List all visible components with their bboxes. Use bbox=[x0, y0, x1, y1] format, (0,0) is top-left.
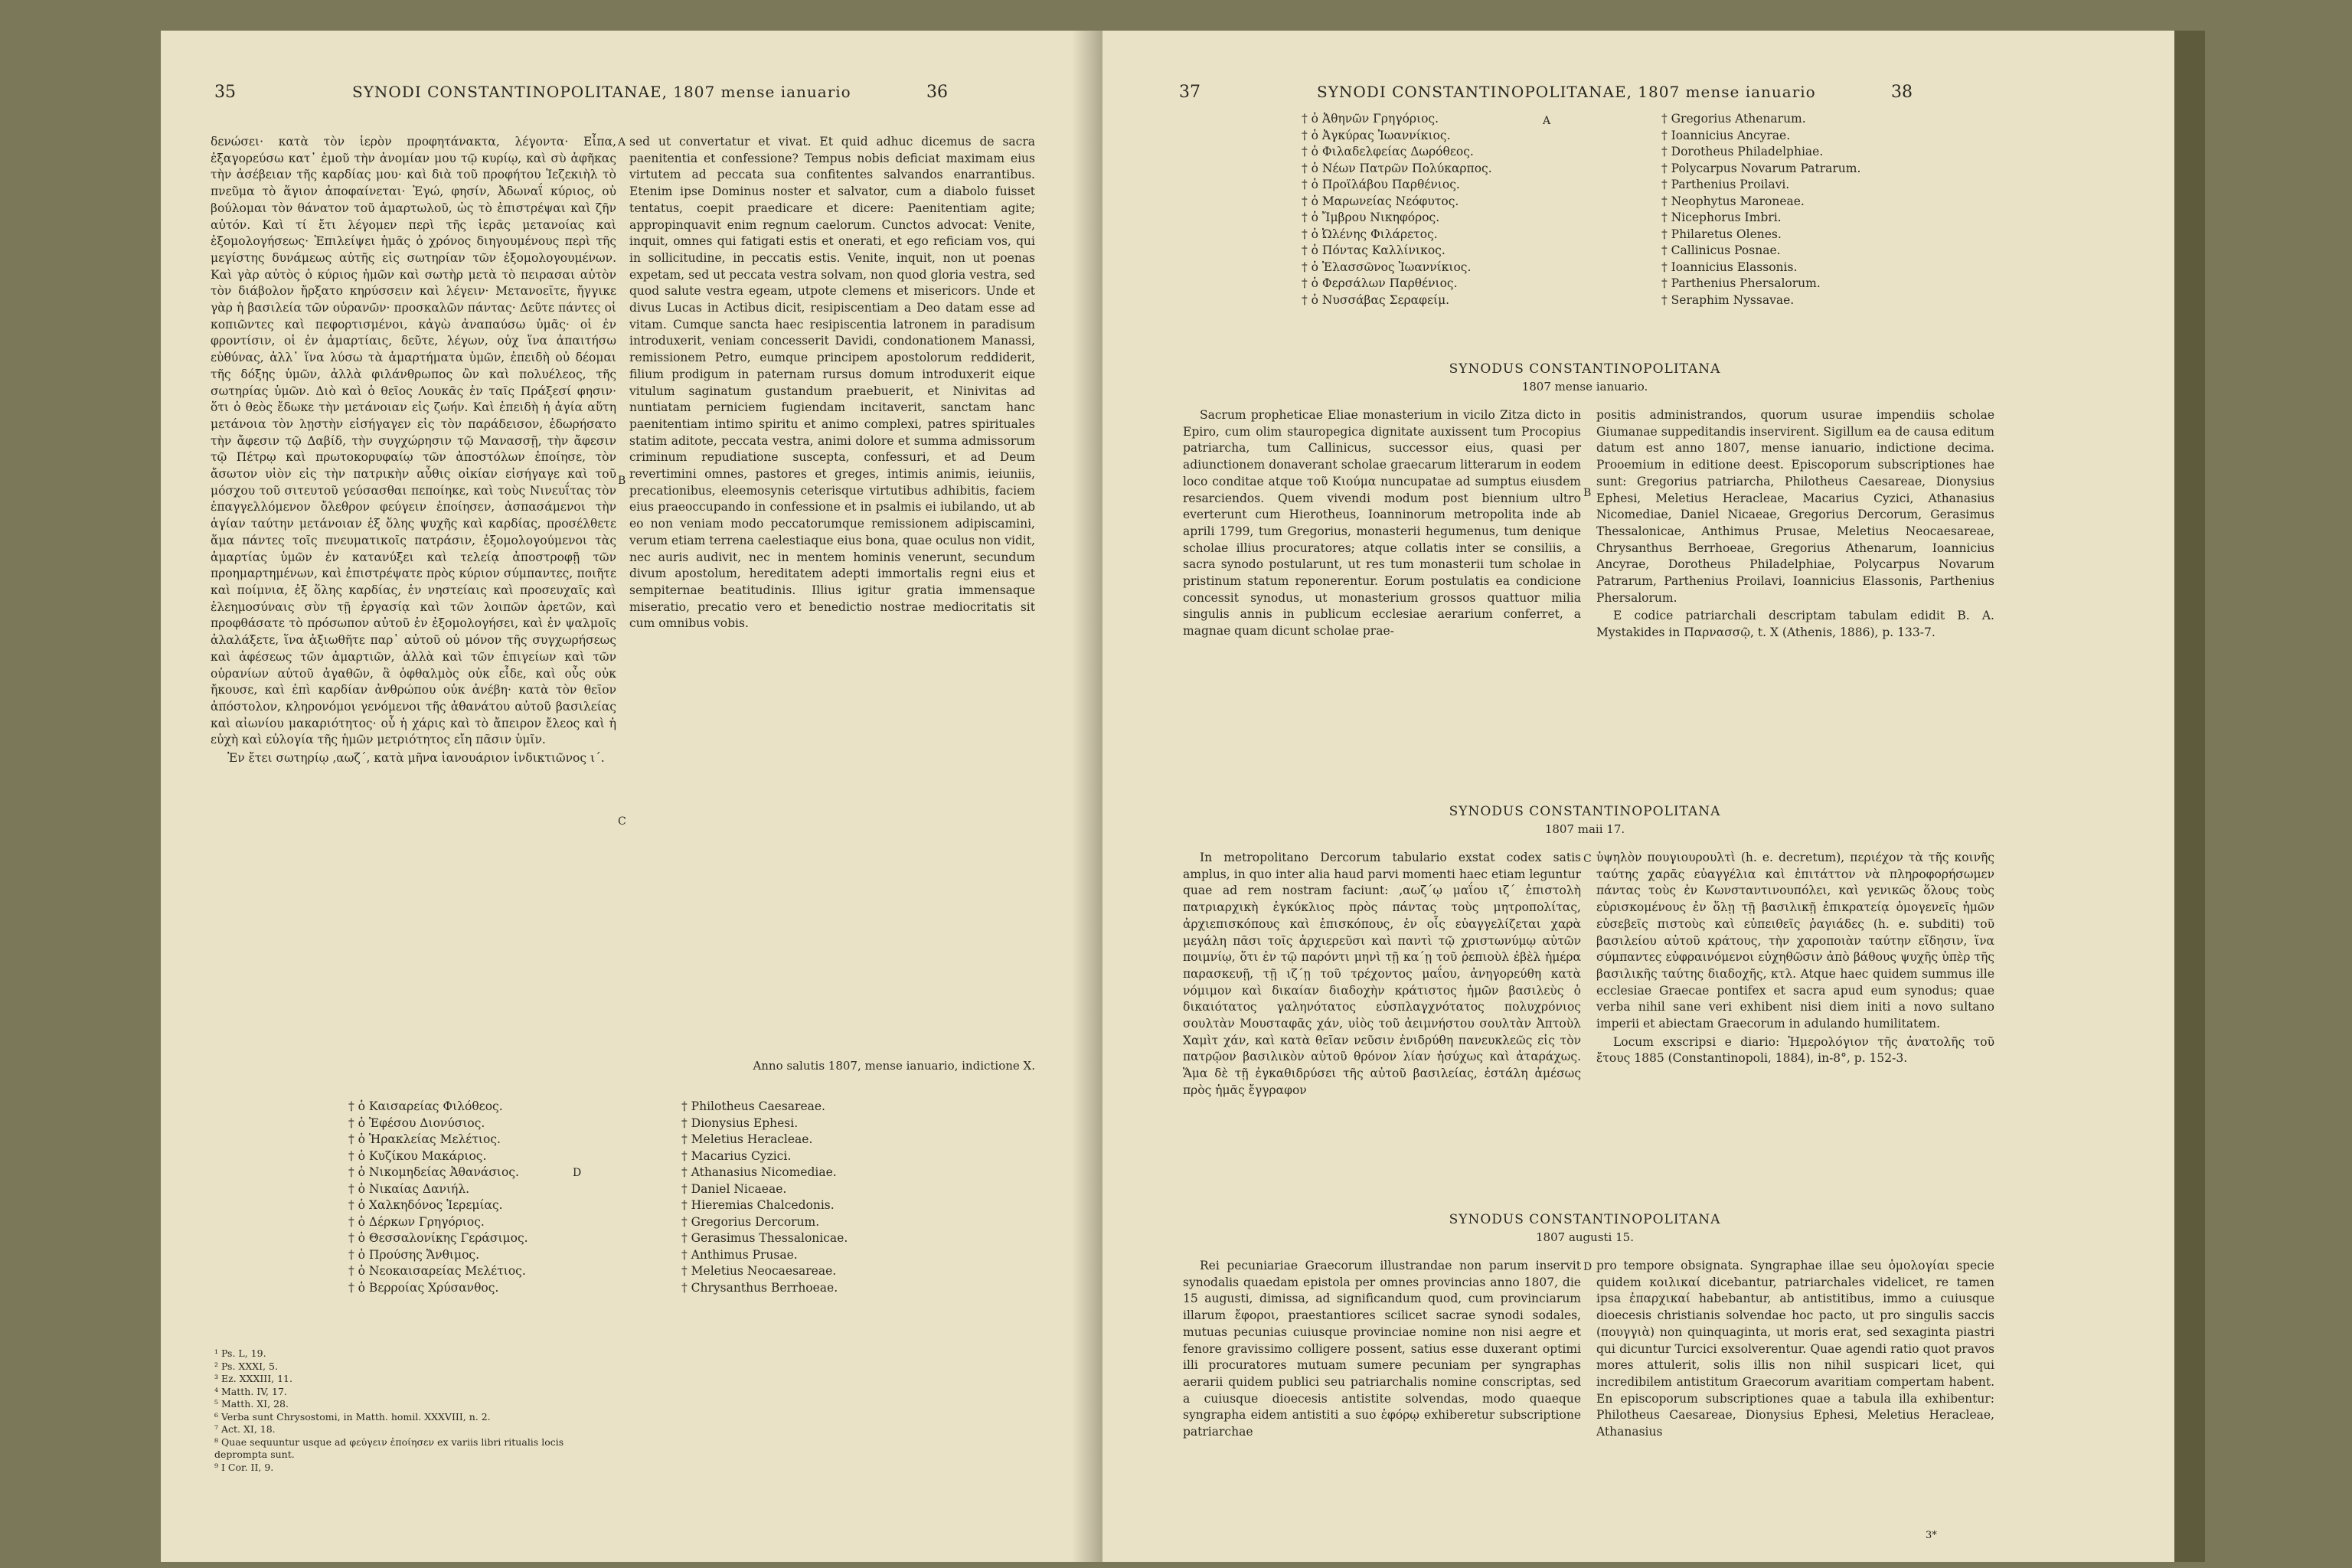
signature-line: † ὁ Ἴμβρου Νικηφόρος. bbox=[1302, 211, 1440, 224]
margin-marker-c: C bbox=[1583, 853, 1592, 865]
footnote: ⁸ Quae sequuntur usque ad φεύγειν ἐποίησεν ex variis libri ritualis locis deprompta sunt. bbox=[214, 1436, 564, 1460]
signature-line: † ὁ Προύσης Ἄνθιμος. bbox=[348, 1247, 480, 1262]
signature-line: † ὁ Πόντας Καλλίνικος. bbox=[1302, 243, 1446, 257]
signature-line: † Seraphim Nyssavae. bbox=[1661, 292, 1795, 307]
signature-line: † Anthimus Prusae. bbox=[681, 1247, 798, 1262]
signature-line: † ὁ Ἐλασσῶνος Ἰωαννίκιος. bbox=[1302, 260, 1472, 274]
margin-marker-a: A bbox=[1543, 115, 1551, 127]
signature-line: † Parthenius Phersalorum. bbox=[1661, 276, 1821, 290]
synod2-source: Locum exscripsi e diario: Ἡμερολόγιον τῆς ἀνατολῆς τοῦ ἔτους 1885 (Constantinopoli, 1884), in-8°, p. 152-3. bbox=[1596, 1034, 1994, 1066]
signature-line: † ὁ Ἡρακλείας Μελέτιος. bbox=[348, 1132, 501, 1146]
signature-line: † ὁ Νικομηδείας Ἀθανάσιος. bbox=[348, 1165, 519, 1179]
signature-line: † Callinicus Posnae. bbox=[1661, 243, 1781, 257]
signature-line: † ὁ Φιλαδελφείας Δωρόθεος. bbox=[1302, 145, 1474, 158]
signature-line: † Parthenius Proilavi. bbox=[1661, 178, 1790, 191]
signature-line: † Athanasius Nicomediae. bbox=[681, 1165, 837, 1179]
greek-signatures-top bbox=[1302, 111, 1492, 309]
signature-line: † ὁ Φερσάλων Παρθένιος. bbox=[1302, 276, 1458, 290]
signature-line: † ὁ Νικαίας Δανιήλ. bbox=[348, 1181, 470, 1196]
signature-line: † Dorotheus Philadelphiae. bbox=[1661, 145, 1824, 158]
synod-date-2: 1807 maii 17. bbox=[1544, 822, 1625, 836]
signature-line: † Meletius Heracleae. bbox=[681, 1132, 813, 1146]
latin-signatures-top bbox=[1661, 111, 1860, 309]
latin-signatures-list bbox=[681, 1099, 848, 1296]
signature-line: † ὁ Ἐφέσου Διονύσιος. bbox=[348, 1116, 485, 1130]
signature-line: † ὁ Ὠλένης Φιλάρετος. bbox=[1302, 227, 1438, 241]
synod3-column-left bbox=[1183, 1258, 1581, 1442]
synod-heading-1: SYNODUS CONSTANTINOPOLITANA bbox=[1449, 361, 1721, 377]
latin-text-column bbox=[629, 134, 1035, 634]
synod3-paragraph-cont: pro tempore obsignata. Syngraphae illae seu ὁμολογίαι specie quidem κοιλικαί dicebantur, patriarchales videlicet, re tamen ipsa ἐπαρχικαί habebantur, ab antistitibus, immo a cuiusque dioecesis christianis solvendae hoc pacto, ut pro singulis saccis (πουγγιὰ) non quinquaginta, ut moris erat, sed sexaginta piastri qui dicuntur Turcici exsolverentur. Quae agendi ratio quot pravos mores attulerit, solis illis non nihil suspicari licet, qui incredibilem antistitum Graecorum avaritiam compertam habent. En episcoporum subscriptiones quae a tabula illa exhibentur: Philotheus Caesareae, Dionysius Ephesi, Meletius Heracleae, Athanasius bbox=[1596, 1259, 1994, 1439]
synod1-paragraph-cont: positis administrandos, quorum usurae impendiis scholae Giumanae suppeditandis inservirent. Sigillum ea de causa editum datum est anno 1807, mense ianuario, indictione decima. Prooemium in editione deest. Episcoporum subscriptiones hae sunt: Gregorius patriarcha, Philotheus Caesareae, Dionysius Ephesi, Meletius Heracleae, Macarius Cyzici, Athanasius Nicomediae, Daniel Nicaeae, Gregorius Dercorum, Gerasimus Thessalonicae, Anthimus Prusae, Meletius Neocaesareae, Chrysanthus Berrhoeae, Gregorius Athenarum, Ioannicius Ancyrae, Dorotheus Philadelphiae, Polycarpus Novarum Patrarum, Parthenius Proilavi, Ioannicius Elassonis, Parthenius Phersalorum. bbox=[1596, 408, 1994, 605]
footnote: ⁴ Matth. IV, 17. bbox=[214, 1385, 287, 1397]
footnote: ³ Ez. XXXIII, 11. bbox=[214, 1373, 292, 1384]
signature-line: † ὁ Νυσσάβας Σεραφείμ. bbox=[1302, 292, 1450, 307]
signature-line: † Neophytus Maroneae. bbox=[1661, 194, 1805, 208]
synod-date-3: 1807 augusti 15. bbox=[1536, 1230, 1634, 1244]
synod-heading-2: SYNODUS CONSTANTINOPOLITANA bbox=[1449, 804, 1721, 819]
synod1-source: E codice patriarchali descriptam tabulam edidit B. A. Mystakides in Παρνασσῷ, t. X (Athenis, 1886), p. 133-7. bbox=[1596, 609, 1994, 640]
synod2-column-right bbox=[1596, 850, 1994, 1069]
synod3-column-right bbox=[1596, 1258, 1994, 1442]
signature-line: † Dionysius Ephesi. bbox=[681, 1116, 799, 1130]
signature-line: † Gerasimus Thessalonicae. bbox=[681, 1231, 848, 1245]
signature-line: † Ioannicius Elassonis. bbox=[1661, 260, 1798, 274]
footnote: ⁵ Matth. XI, 28. bbox=[214, 1398, 289, 1410]
book-edge bbox=[2174, 31, 2205, 1562]
signature-line: † ὁ Καισαρείας Φιλόθεος. bbox=[348, 1099, 503, 1113]
signature-line: † Philotheus Caesareae. bbox=[681, 1099, 825, 1113]
footnotes bbox=[214, 1348, 567, 1474]
signature-line: † Ioannicius Ancyrae. bbox=[1661, 128, 1791, 142]
synod2-column-left bbox=[1183, 850, 1581, 1101]
signature-line: † Macarius Cyzici. bbox=[681, 1148, 792, 1163]
greek-date-line: Ἐν ἔτει σωτηρίῳ ‚αωζ΄, κατὰ μῆνα ἰανουάριον ἰνδικτιῶνος ι΄. bbox=[227, 751, 605, 766]
footnote: ⁶ Verba sunt Chrysostomi, in Matth. homil. XXXVIII, n. 2. bbox=[214, 1410, 491, 1423]
synod1-paragraph: Sacrum propheticae Eliae monasterium in vicilo Zitza dicto in Epiro, cum olim stauropegica dignitate auxissent tum Procopius patriarcha, tum Callinicus, successor eius, quasi per adiunctionem donaverant scholae graecarum litterarum in eodem loco conditae atque τοῦ Κιούμα nuncupatae ad sumptus eiusdem resarciendos. Quem vivendi modum post biennium ultro everterunt cum Hierotheus, Ioanninorum metropolita inde ab aprili 1799, tum Gregorius, monasterii hegumenus, tum denique scholae illius procuratores; atque collatis inter se consiliis, a sacra synodo postularunt, ut res tum monasterii tum scholae in pristinum statum reponerentur. Eorum postulatis ea condicione concessit synodus, ut monasterium grossos quattuor milia singulis annis in publicum ecclesiae aerarium conferret, a magnae quam dicunt scholae prae- bbox=[1183, 408, 1581, 639]
page-number-left-outer: 35 bbox=[214, 83, 236, 102]
signature-line: † ὁ Ἀγκύρας Ἰωαννίκιος. bbox=[1302, 128, 1451, 142]
signature-line: † ὁ Θεσσαλονίκης Γεράσιμος. bbox=[348, 1231, 528, 1245]
latin-paragraph: sed ut convertatur et vivat. Et quid adhuc dicemus de sacra paenitentia et confessione? Tempus nobis deficiat maximam eius virtutem ad peccata sua confitentes salvandos enarrantibus. Etenim ipse Dominus noster et salvator, cum a diabolo fuisset tentatus, coepit praedicare et dicere: Paenitentiam agite; appropinquavit enim regnum caelorum. Cunctos advocat: Venite, inquit, omnes qui fatigati estis et onerati, et ego reficiam vos, qui in sollicitudine, in peccatis estis. Venite, inquit, non ut poenas expetam, sed ut peccata vestra solvam, non quod gloria vestra, sed quod salute vestra egeam, utpote clemens et misericors. Unde et divus Lucas in Actibus dicit, resipiscentiam a Deo datam esse ad vitam. Cumque sancta haec resipiscentia latronem in paradisum introduxerit, veniam concesserit Davidi, condonationem Manassi, remissionem Petro, eumque principem apostolorum reddiderit, filium prodigum in paternam rursus domum introduxerit eique vitulum saginatum gustandum praebuerit, et Ninivitas ad nuntiatam perniciem fugiendam incitaverit, sanctam hanc paenitentiam intimo spiritu et animo complexi, patres spirituales statim aditote, peccata vestra, animi dolore et summa admissorum criminum repudiatione suscepta, confessuri, et ad Deum revertimini omnes, pastores et greges, intimis animis, ieiuniis, precationibus, eleemosynis ceterisque virtutibus adhibitis, faciem eius praeoccupando in confessione et in psalmis ei iubilando, ut ab eo non veniam modo peccatorumque remissionem adipiscamini, verum etiam terrena caelestiaque eius bona, quae oculus non vidit, nec auris audivit, nec in mentem hominis venerunt, secundum divum apostolum, hereditatem adepti immortalis regni eius et sempiternae beatitudinis. Illius igitur gratia immensaque miseratio, precatio vero et benedictio nostrae mediocritatis sit cum omnibus vobis. bbox=[629, 135, 1035, 631]
printer-signature-mark: 3* bbox=[1926, 1530, 1937, 1541]
signature-line: † Philaretus Olenes. bbox=[1661, 227, 1782, 241]
signature-line: † ὁ Κυζίκου Μακάριος. bbox=[348, 1148, 487, 1163]
signature-line: † ὁ Προϊλάβου Παρθένιος. bbox=[1302, 178, 1460, 191]
signature-line: † Meletius Neocaesareae. bbox=[681, 1264, 837, 1278]
page-number-right-outer: 38 bbox=[1891, 83, 1913, 102]
right-page bbox=[1102, 31, 2174, 1562]
footnote: ¹ Ps. L, 19. bbox=[214, 1348, 266, 1359]
signature-line: † Daniel Nicaeae. bbox=[681, 1181, 787, 1196]
left-page bbox=[161, 31, 1102, 1562]
synod1-column-right bbox=[1596, 407, 1994, 643]
footnote: ² Ps. XXXI, 5. bbox=[214, 1360, 278, 1372]
synod3-paragraph: Rei pecuniariae Graecorum illustrandae non parum inservit synodalis quaedam epistola per omnes provincias anno 1807, die 15 augusti, dimissa, ad significandum quod, cum provinciarum illarum ἔφοροι, praestantiores scilicet sacrae synodi sodales, mutuas pecunias cuiusque provinciae nomine non nisi aegre et fenore gravissimo colligere possent, satius esse duxerant optimi illi procuratores mutuam sumere pecuniam per syngraphas aerarii quidem publici seu patriarchalis nomine conscriptas, sed a cuiusque dioecesis antistite solvendas, modo quaeque syngrapha eidem antistiti a suo ἐφόρῳ exhiberetur subscriptione patriarchae bbox=[1183, 1259, 1581, 1439]
signature-line: † ὁ Βερροίας Χρύσανθος. bbox=[348, 1280, 499, 1295]
footnote: ⁷ Act. XI, 18. bbox=[214, 1423, 276, 1435]
synod2-paragraph: In metropolitano Dercorum tabulario exstat codex satis amplus, in quo inter alia haud parvi momenti haec etiam leguntur quae ad rem nostram faciunt: ‚αωζ΄ῳ μαΐου ιζ΄ ἐπιστολὴ πατριαρχικὴ ἐγκύκλιος πρὸς πάντας τοὺς μητροπολίτας, ἀρχιεπισκόπους καὶ ἐπισκόπους, ἐν οἷς εὐαγγελίζεται χαρὰ μεγάλη πᾶσι τοῖς ἀρχιερεῦσι καὶ παντὶ τῷ χριστωνύμῳ αὐτῶν ποιμνίῳ, ὅτι ἐν τῷ παρόντι μηνὶ τῇ κα΄ῃ τοῦ ῥεπιοὺλ ἐβὲλ ἡμέρα παρασκευῇ, τῇ ιζ΄ῃ τοῦ τρέχοντος μαΐου, ἀνηγορεύθη κατὰ νόμιμον καὶ δικαίαν διαδοχὴν κράτιστος ἡμῶν βασιλεὺς ὁ δικαιότατος γαληνότατος εὐσπλαγχνότατος πολυχρόνιος σουλτὰν Μουσταφᾶς χάν, υἱὸς τοῦ ἀειμνήστου σουλτὰν Ἀπτοὺλ Χαμὶτ χάν, καὶ κατὰ θεῖαν νεῦσιν ἐνιδρύθη πανευκλεῶς εἰς τὸν πατρῷον βασιλικὸν αὐτοῦ θρόνον λίαν ἡσύχως καὶ ἀταράχως. Ἅμα δὲ τῇ ἐγκαθιδρύσει τῆς αὐτοῦ βασιλείας, ἐστάλη ἀμέσως πρὸς ἡμᾶς ἔγγραφον bbox=[1183, 851, 1581, 1097]
running-head-left: SYNODI CONSTANTINOPOLITANAE, 1807 mense ianuario bbox=[352, 83, 851, 101]
page-number-right-inner: 37 bbox=[1179, 83, 1200, 102]
signature-line: † ὁ Μαρωνείας Νεόφυτος. bbox=[1302, 194, 1459, 208]
synod1-column-left bbox=[1183, 407, 1581, 642]
synod-date-1: 1807 mense ianuario. bbox=[1521, 380, 1648, 394]
signature-line: † ὁ Ἀθηνῶν Γρηγόριος. bbox=[1302, 112, 1439, 126]
signature-line: † ὁ Δέρκων Γρηγόριος. bbox=[348, 1214, 485, 1229]
signature-line: † Gregorius Athenarum. bbox=[1661, 112, 1806, 126]
greek-text-column bbox=[211, 134, 616, 769]
synod-heading-3: SYNODUS CONSTANTINOPOLITANA bbox=[1449, 1212, 1721, 1227]
signature-line: † ὁ Νέων Πατρῶν Πολύκαρπος. bbox=[1302, 161, 1492, 175]
latin-date-line: Anno salutis 1807, mense ianuario, indictione X. bbox=[753, 1059, 1035, 1073]
signature-line: † ὁ Νεοκαισαρείας Μελέτιος. bbox=[348, 1264, 526, 1278]
margin-marker-b: B bbox=[618, 475, 626, 487]
signature-line: † Nicephorus Imbri. bbox=[1661, 211, 1782, 224]
running-head-right: SYNODI CONSTANTINOPOLITANAE, 1807 mense ianuario bbox=[1317, 83, 1816, 101]
margin-marker-b: B bbox=[1583, 487, 1592, 499]
greek-paragraph: δενώσει· κατὰ τὸν ἱερὸν προφητάνακτα, λέγοντα· Εἶπα, ἐξαγορεύσω κατ᾽ ἐμοῦ τὴν ἀνομίαν μου τῷ κυρίῳ, καὶ σὺ ἀφῆκας τὴν ἀσέβειαν τῆς καρδίας μου· καὶ διὰ τοῦ προφήτου Ἰεζεκιὴλ τὸ πνεῦμα τὸ ἅγιον ἀποφαίνεται· Ἐγώ, φησίν, Ἀδωναΐ κύριος, οὐ βούλομαι τὸν θάνατον τοῦ ἁμαρτωλοῦ, ὡς τὸ ἐπιστρέψαι καὶ ζῆν αὐτόν. Καὶ τί ἔτι λέγομεν περὶ τῆς ἱερᾶς μετανοίας καὶ ἐξομολογήσεως· Ἐπιλείψει ἡμᾶς ὁ χρόνος διηγουμένους περὶ τῆς μεγίστης δυνάμεως αὐτῆς εἰς σωτηρίαν τῶν ἐξομολογουμένων. Καὶ γὰρ αὐτὸς ὁ κύριος ἡμῶν καὶ σωτὴρ μετὰ τὸ πειρασαι αὐτὸν τὸν διάβολον ἤρξατο κηρύσσειν καὶ λέγειν· Μετανοεῖτε, ἤγγικε γὰρ ἡ βασιλεία τῶν οὐρανῶν· προσκαλῶν πάντας· Δεῦτε πάντες οἱ κοπιῶντες καὶ πεφορτισμένοι, κἀγὼ ἀναπαύσω ὑμᾶς· οἱ ἐν φροντίσιν, οἱ ἐν ἁμαρτίαις, δεῦτε, λέγων, οὐχ ἵνα ἀπαιτήσω εὐθύνας, ἀλλ᾽ ἵνα λύσω τὰ ἁμαρτήματα ὑμῶν, ἐπειδὴ οὐ δέομαι τῆς δόξης ὑμῶν, ἀλλὰ φιλάνθρωπος ὢν καὶ πολυέλεος, τῆς σωτηρίας ὑμῶν. Διὸ καὶ ὁ θεῖος Λουκᾶς ἐν ταῖς Πράξεσί φησιν· ὅτι ὁ θεὸς ἔδωκε τὴν μετάνοιαν εἰς ζωήν. Καὶ ἐπειδὴ ἡ ἁγία αὕτη μετάνοια τὸν λῃστὴν εἰσήγαγεν εἰς τὸν παράδεισον, ἐδωρήσατο τὴν ἄφεσιν τῷ Δαβίδ, τὴν συγχώρησιν τῷ Μανασσῇ, τὴν ἄφεσιν τῷ Πέτρῳ καὶ πρωτοκορυφαίῳ τῶν ἀποστόλων ἐποίησε, τὸν ἄσωτον υἱὸν εἰς τὴν πατρικὴν αὖθις οἰκίαν εἰσήγαγε καὶ τοῦ μόσχου τοῦ σιτευτοῦ γεύσασθαι πεποίηκε, καὶ τοὺς Νινευΐτας τὸν ἐπαγγελλόμενον ὄλεθρον φεύγειν ἐποίησεν, ἀσπασάμενοι τὴν ἁγίαν ταύτην μετάνοιαν ἐξ ὅλης ψυχῆς καὶ καρδίας, προσέλθετε ἅμα πάντες τοῖς πνευματικοῖς πατράσιν, ἐξομολογούμενοι τὰς ἁμαρτίας ὑμῶν ἐν κατανύξει καὶ τελείᾳ ἀποστροφῇ τῶν προημαρτημένων, καὶ ἐπιστρέψατε πρὸς κύριον σύμπαντες, ποιῆτε καὶ ποίμνια, ἐξ ὅλης καρδίας, ἐν νηστείαις καὶ προσευχαῖς καὶ ἐλεημοσύναις σὺν τῇ ἐργασίᾳ καὶ τῶν λοιπῶν ἀρετῶν, καὶ προφθάσατε τὸ πρόσωπον αὐτοῦ ἐν ἐξομολογήσει, καὶ ἐν ψαλμοῖς ἀλαλάξετε, ἵνα ἀξιωθῆτε παρ᾽ αὐτοῦ οὐ μόνον τῆς συγχωρήσεως καὶ ἀφέσεως τῶν ἁμαρτιῶν, ἀλλὰ καὶ τῶν ἐπιγείων καὶ τῶν οὐρανίων αὐτοῦ ἀγαθῶν, ἃ ὀφθαλμὸς οὐκ εἶδε, καὶ οὖς οὐκ ἤκουσε, καὶ ἐπὶ καρδίαν ἀνθρώπου οὐκ ἀνέβη· κατὰ τὸν θεῖον ἀπόστολον, κληρονόμοι γενόμενοι τῆς ἀθανάτου αὐτοῦ βασιλείας καὶ αἰωνίου μακαριότητος· οὗ ἡ χάρις καὶ τὸ ἄπειρον ἔλεος καὶ ἡ εὐχὴ καὶ εὐλογία τῆς ἡμῶν μετριότητος εἴη πᾶσιν ὑμῖν. bbox=[211, 135, 616, 747]
synod2-paragraph-cont: ὑψηλὸν πουγιουρουλτὶ (h. e. decretum), περιέχον τὰ τῆς κοινῆς ταύτης χαρᾶς εὐαγγέλια καὶ ἐπιτάττον νὰ πληροφορήσωμεν πάντας τοὺς ἐν Κωνσταντινουπόλει, καὶ γενικῶς ὅλους τοὺς εὑρισκομένους ἐν ὅλῃ τῇ βασιλικῇ ἐπικρατείᾳ ὁμογενεῖς ἡμῶν εὐσεβεῖς πιστοὺς καὶ εὐπειθεῖς ῥαγιάδες (h. e. subditi) τοῦ βασιλείου αὐτοῦ κράτους, τὴν χαροποιὰν ταύτην εἴδησιν, ἵνα σύμπαντες εὐφραινόμενοι εὐχηθῶσιν ἀπὸ βάθους ψυχῆς ὑπὲρ τῆς βασιλικῆς ταύτης διαδοχῆς, κτλ. Atque haec quidem summus ille ecclesiae Graecae pontifex et sacra apud eum synodus; quae verba nihil sane veri exhibent nisi diem initi a novo sultano imperii et abiectam Graecorum in adulando humilitatem. bbox=[1596, 851, 1994, 1031]
margin-marker-d: D bbox=[573, 1167, 582, 1179]
signature-line: † Gregorius Dercorum. bbox=[681, 1214, 820, 1229]
signature-line: † Polycarpus Novarum Patrarum. bbox=[1661, 161, 1861, 175]
signature-line: † Chrysanthus Berrhoeae. bbox=[681, 1280, 838, 1295]
margin-marker-c: C bbox=[618, 815, 626, 828]
page-number-left-inner: 36 bbox=[926, 83, 948, 102]
footnote: ⁹ I Cor. II, 9. bbox=[214, 1461, 274, 1473]
margin-marker-d: D bbox=[1583, 1261, 1592, 1273]
greek-signatures-list bbox=[348, 1099, 528, 1296]
signature-line: † Hieremias Chalcedonis. bbox=[681, 1198, 835, 1212]
signature-line: † ὁ Χαλκηδόνος Ἱερεμίας. bbox=[348, 1198, 503, 1212]
margin-marker-a: A bbox=[618, 136, 626, 149]
